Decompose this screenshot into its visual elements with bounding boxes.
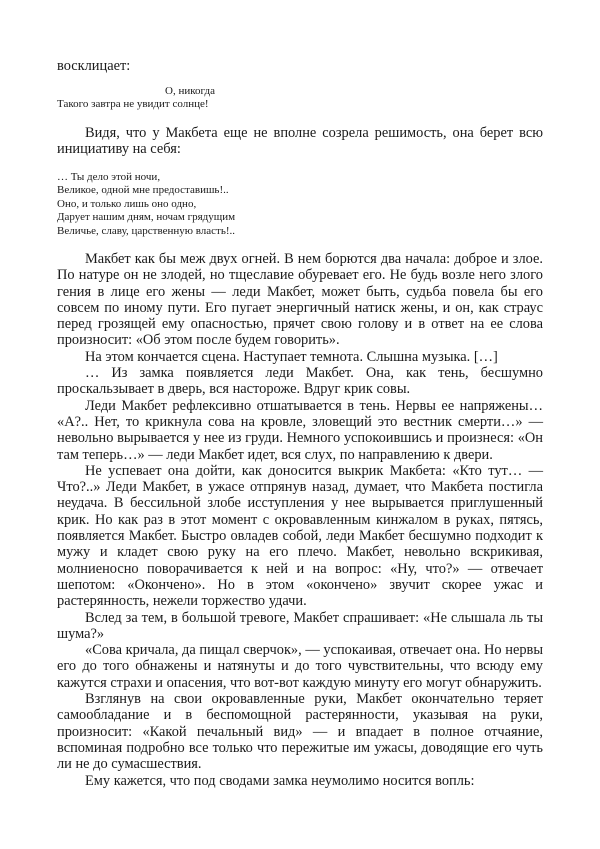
paragraph: Вслед за тем, в большой тревоге, Макбет спрашивает: «Не слышала ль ты шума?» <box>57 609 543 642</box>
paragraph <box>57 125 543 158</box>
paragraph: Ему кажется, что под сводами замка неумолимо носится вопль: <box>85 772 475 789</box>
paragraph-text: Видя, что у Макбета еще не вполне созрела решимость, она берет всю инициативу на себя: <box>57 125 543 158</box>
paragraph: «Сова кричала, да пищал сверчок», — успокаивая, отвечает она. Но нервы его до того обнажены и натянуты и до того чувствительны, что всюду ему кажутся страхи и опасения, что вот-вот каждую минуту его могут обнаружить. <box>57 642 543 691</box>
verse-line: О, никогда <box>165 85 215 97</box>
verse-line: … Ты дело этой ночи, <box>57 171 161 183</box>
verse-line: Великое, одной мне предоставишь!.. <box>57 184 229 197</box>
paragraph: На этом кончается сцена. Наступает темнота. Слышна музыка. […] <box>85 348 498 365</box>
intro-text: восклицает: <box>57 58 131 74</box>
verse-line: Такого завтра не увидит солнце! <box>57 98 209 111</box>
verse-line: Дарует нашим дням, ночам грядущим <box>57 211 236 224</box>
verse-quote-2 <box>57 171 543 238</box>
main-text <box>57 251 543 789</box>
paragraph: … Из замка появляется леди Макбет. Она, как тень, бесшумно проскальзывает в дверь, вся настороже. Вдруг крик совы. <box>57 365 543 398</box>
paragraph: Леди Макбет рефлексивно отшатывается в тень. Нервы ее напряжены… «А?.. Нет, то крикнула сова на кровле, зловещий это вестник смерти…» — невольно вырывается у нее из груди. Немного успокоившись и произнеся: «Он там теперь…» — леди Макбет идет, вся слух, по направлению к двери. <box>57 397 543 463</box>
verse-quote-1 <box>57 85 543 112</box>
verse-line: Величье, славу, царственную власть!.. <box>57 224 235 237</box>
paragraph: Взглянув на свои окровавленные руки, Макбет окончательно теряет самообладание и в беспомощной растерянности, указывая на руки, произносит: «Какой печальный вид» — и впадает в полное отчаяние, вспоминая подробно все только что пережитые им ужасы, доводящие его чуть ли не до сумасшествия. <box>57 691 543 773</box>
verse-line: Оно, и только лишь оно одно, <box>57 197 197 210</box>
intro-line <box>57 58 543 74</box>
paragraph: Не успевает она дойти, как доносится выкрик Макбета: «Кто тут… — Что?..» Леди Макбет, в ужасе отпрянув назад, думает, что Макбета постигла неудача. В бессильной злобе исступления у нее вырывается приглушенный крик. Но как раз в этот момент с окровавленным кинжалом в руках, пятясь, появляется Макбет. Быстро овладев собой, леди Макбет бесшумно подходит к мужу и кладет свою руку на его плечо. Макбет, невольно вскрикивая, молниеносно поворачивается к ней и на вопрос: «Ну, что?» — отвечает шепотом: «Окончено». Но в этом «окончено» звучит скорее ужас и растерянность, нежели торжество удачи. <box>57 462 543 610</box>
paragraph: Макбет как бы меж двух огней. В нем борются два начала: доброе и злое. По натуре он не злодей, но тщеславие обуревает его. Не будь возле него злого гения в лице его жены — леди Макбет, может быть, судьба повела бы его совсем по иному пути. Его пугает энергичный натиск жены, и он, как страус перед грозящей ему опасностью, прячет свою голову и в ответ на ее слова произносит: «Об этом после будем говорить». <box>57 251 543 349</box>
